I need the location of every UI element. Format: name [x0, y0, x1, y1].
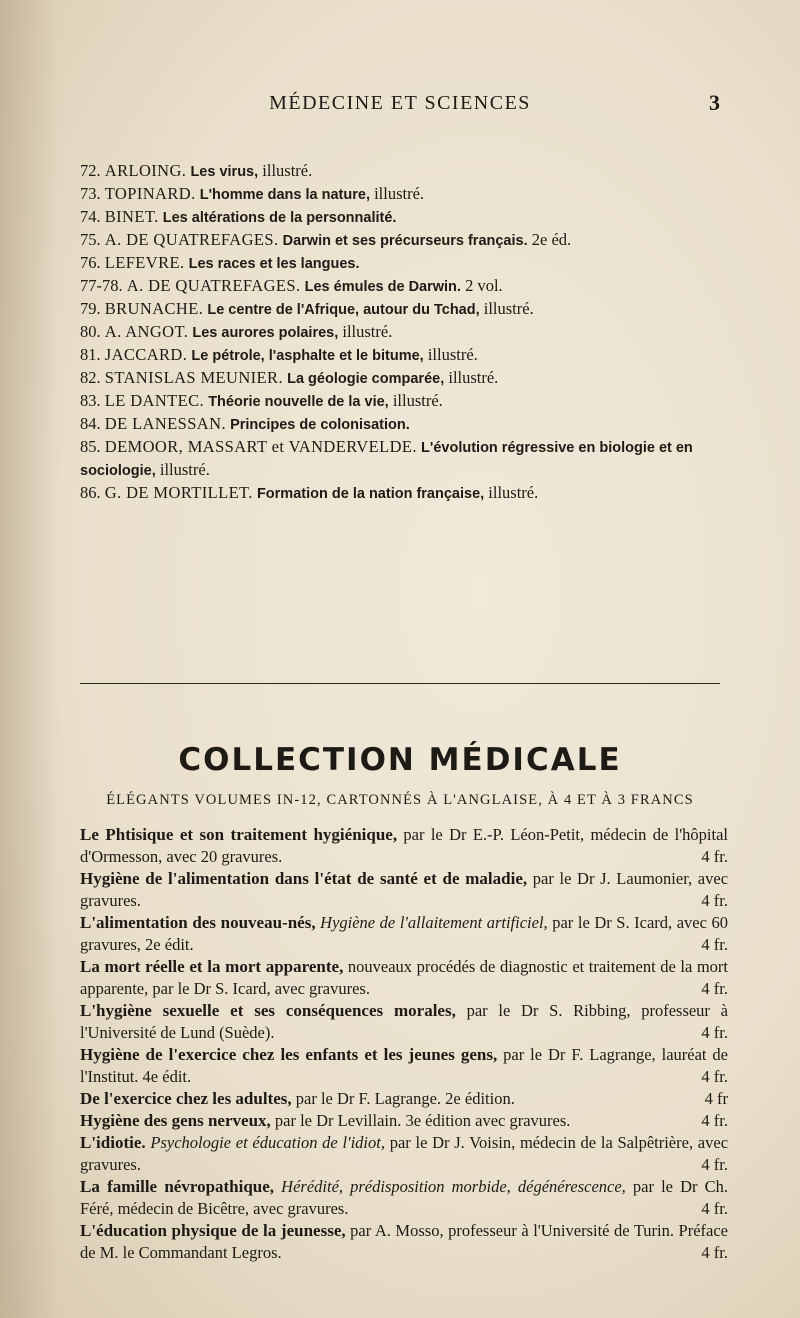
- list-item-title: Les races et les langues.: [188, 256, 360, 272]
- catalog-item-price: 4 fr.: [701, 1199, 728, 1218]
- list-item-author: TOPINARD.: [104, 184, 196, 203]
- catalog-item-subtitle: Hérédité, prédisposition morbide, dégénérescence,: [281, 1177, 626, 1196]
- list-item-title: Les aurores polaires,: [192, 325, 339, 341]
- list-item-author: LE DANTEC.: [104, 391, 205, 410]
- catalog-item-price: 4 fr.: [701, 1067, 728, 1086]
- catalog-item-details: par le Dr S. Icard, avec 60 gravures, 2e édit.: [80, 913, 729, 954]
- list-item-number: 85.: [80, 437, 101, 456]
- catalog-item-price: 4 fr: [704, 1089, 728, 1108]
- catalog-item-price: 4 fr.: [701, 979, 728, 998]
- list-item: [80, 206, 730, 229]
- catalog-item: [80, 912, 728, 956]
- catalog-item-subtitle: Hygiène de l'allaitement artificiel,: [320, 913, 548, 932]
- list-item-number: 74.: [80, 207, 101, 226]
- list-item-note: illustré.: [448, 368, 499, 387]
- catalog-item: [80, 1088, 728, 1110]
- list-item: [80, 390, 730, 413]
- catalog-item-details: par le Dr J. Laumonier, avec gravures.: [80, 869, 729, 910]
- catalog-item: [80, 868, 728, 912]
- catalog-item-price: 4 fr.: [701, 1243, 728, 1262]
- list-item-note: 2e éd.: [531, 230, 572, 249]
- list-item-title: Le centre de l'Afrique, autour du Tchad,: [207, 302, 480, 318]
- list-item-author: JACCARD.: [104, 345, 188, 364]
- catalog-item: [80, 1132, 728, 1176]
- catalog-item-details: nouveaux procédés de diagnostic et traitement de la mort apparente, par le Dr S. Icard, avec gravures.: [80, 957, 728, 998]
- list-item-number: 75.: [80, 230, 101, 249]
- catalog-item-title: La mort réelle et la mort apparente,: [80, 957, 344, 976]
- catalog-item-price: 4 fr.: [701, 891, 728, 910]
- catalog-item-details: par le Dr S. Ribbing, professeur à l'Université de Lund (Suède).: [80, 1001, 728, 1042]
- list-item: [80, 367, 730, 390]
- catalog-item-details: par le Dr Levillain. 3e édition avec gravures.: [274, 1111, 571, 1130]
- list-item-title: Les virus,: [190, 164, 259, 180]
- list-item-note: illustré.: [483, 299, 534, 318]
- list-item: [80, 183, 730, 206]
- catalog-item: [80, 1220, 728, 1264]
- list-item-author: BINET.: [104, 207, 159, 226]
- list-item-author: A. ANGOT.: [104, 322, 189, 341]
- list-item-number: 83.: [80, 391, 101, 410]
- page-header: [80, 92, 720, 122]
- list-item-note: illustré.: [488, 483, 539, 502]
- list-item-title: La géologie comparée,: [287, 371, 445, 387]
- list-item: [80, 436, 730, 482]
- list-item-note: 2 vol.: [465, 276, 503, 295]
- catalog-item-title: Hygiène de l'exercice chez les enfants et les jeunes gens,: [80, 1045, 498, 1064]
- catalog-item-title: La famille névropathique,: [80, 1177, 275, 1196]
- list-item-number: 72.: [80, 161, 101, 180]
- list-item: [80, 413, 730, 436]
- catalog-item-price: 4 fr.: [701, 1023, 728, 1042]
- catalog-item-title: Hygiène de l'alimentation dans l'état de santé et de maladie,: [80, 869, 528, 888]
- list-item: [80, 229, 730, 252]
- catalog-item-title: Hygiène des gens nerveux,: [80, 1111, 271, 1130]
- list-item-number: 77-78.: [80, 276, 123, 295]
- list-item-title: Les altérations de la personnalité.: [162, 210, 397, 226]
- catalog-item-title: L'alimentation des nouveau-nés,: [80, 913, 316, 932]
- catalog-item: [80, 824, 728, 868]
- list-item: [80, 344, 730, 367]
- catalog-item: [80, 1044, 728, 1088]
- list-item-number: 80.: [80, 322, 101, 341]
- list-item: [80, 275, 730, 298]
- catalog-item-price: 4 fr.: [701, 847, 728, 866]
- list-item-number: 81.: [80, 345, 101, 364]
- catalog-item-details: par le Dr F. Lagrange, lauréat de l'Institut. 4e édit.: [80, 1045, 728, 1086]
- list-item-author: BRUNACHE.: [104, 299, 204, 318]
- list-item-note: illustré.: [374, 184, 425, 203]
- catalog-item: [80, 956, 728, 1000]
- page-number: 3: [709, 90, 720, 115]
- list-item-number: 73.: [80, 184, 101, 203]
- list-item-title: Les émules de Darwin.: [304, 279, 461, 295]
- catalog-item-title: De l'exercice chez les adultes,: [80, 1089, 292, 1108]
- list-item-title: Principes de colonisation.: [230, 417, 410, 433]
- catalog-item-title: L'hygiène sexuelle et ses conséquences morales,: [80, 1001, 456, 1020]
- list-item: [80, 298, 730, 321]
- catalog-item-details: par A. Mosso, professeur à l'Université de Turin. Préface de M. le Commandant Legros.: [80, 1221, 729, 1262]
- list-item-number: 84.: [80, 414, 101, 433]
- section-divider: [80, 683, 720, 684]
- list-item: [80, 482, 730, 505]
- catalog-item: [80, 1176, 728, 1220]
- list-item-author: DE LANESSAN.: [104, 414, 226, 433]
- catalog-item-details: par le Dr F. Lagrange. 2e édition.: [295, 1089, 515, 1108]
- list-item-number: 79.: [80, 299, 101, 318]
- list-item: [80, 321, 730, 344]
- list-item-note: illustré.: [342, 322, 393, 341]
- list-item-title: Formation de la nation française,: [256, 486, 485, 502]
- list-item-title: Le pétrole, l'asphalte et le bitume,: [191, 348, 424, 364]
- list-item-title: Théorie nouvelle de la vie,: [208, 394, 389, 410]
- list-item: [80, 252, 730, 275]
- numbered-book-list: [80, 160, 730, 505]
- list-item-author: DEMOOR, MASSART et VANDERVELDE.: [104, 437, 417, 456]
- list-item-author: A. DE QUATREFAGES.: [104, 230, 279, 249]
- catalog-item-title: L'éducation physique de la jeunesse,: [80, 1221, 346, 1240]
- catalog-list: [80, 824, 728, 1264]
- catalog-item: [80, 1110, 728, 1132]
- list-item-number: 76.: [80, 253, 101, 272]
- list-item-author: ARLOING.: [104, 161, 187, 180]
- list-item-title: L'évolution régressive en biologie et en sociologie,: [80, 440, 693, 479]
- list-item-title: Darwin et ses précurseurs français.: [282, 233, 528, 249]
- list-item-title: L'homme dans la nature,: [199, 187, 370, 203]
- catalog-item-title: L'idiotie.: [80, 1133, 146, 1152]
- list-item-note: illustré.: [159, 460, 210, 479]
- catalog-item-price: 4 fr.: [701, 1111, 728, 1130]
- catalog-item-title: Le Phtisique et son traitement hygiénique,: [80, 825, 398, 844]
- catalog-item-details: par le Dr E.-P. Léon-Petit, médecin de l'hôpital d'Ormesson, avec 20 gravures.: [80, 825, 728, 866]
- catalog-item-price: 4 fr.: [701, 1155, 728, 1174]
- catalog-item-details: par le Dr J. Voisin, médecin de la Salpêtrière, avec gravures.: [80, 1133, 729, 1174]
- list-item-author: STANISLAS MEUNIER.: [104, 368, 283, 387]
- page-edge-shadow: [0, 0, 60, 1318]
- list-item-note: illustré.: [427, 345, 478, 364]
- catalog-item-price: 4 fr.: [701, 935, 728, 954]
- list-item-note: illustré.: [262, 161, 313, 180]
- running-head: MÉDECINE ET SCIENCES: [269, 92, 531, 114]
- list-item-note: illustré.: [392, 391, 443, 410]
- collection-title: COLLECTION MÉDICALE: [178, 742, 622, 778]
- catalog-item: [80, 1000, 728, 1044]
- catalog-item-details: par le Dr Ch. Féré, médecin de Bicêtre, avec gravures.: [80, 1177, 728, 1218]
- catalog-item-subtitle: Psychologie et éducation de l'idiot,: [150, 1133, 385, 1152]
- list-item-author: A. DE QUATREFAGES.: [126, 276, 301, 295]
- list-item-author: LEFEVRE.: [104, 253, 185, 272]
- list-item-number: 82.: [80, 368, 101, 387]
- list-item-number: 86.: [80, 483, 101, 502]
- list-item-author: G. DE MORTILLET.: [104, 483, 253, 502]
- list-item: [80, 160, 730, 183]
- collection-subtitle: ÉLÉGANTS VOLUMES IN-12, CARTONNÉS À L'ANGLAISE, À 4 ET À 3 FRANCS: [106, 792, 694, 808]
